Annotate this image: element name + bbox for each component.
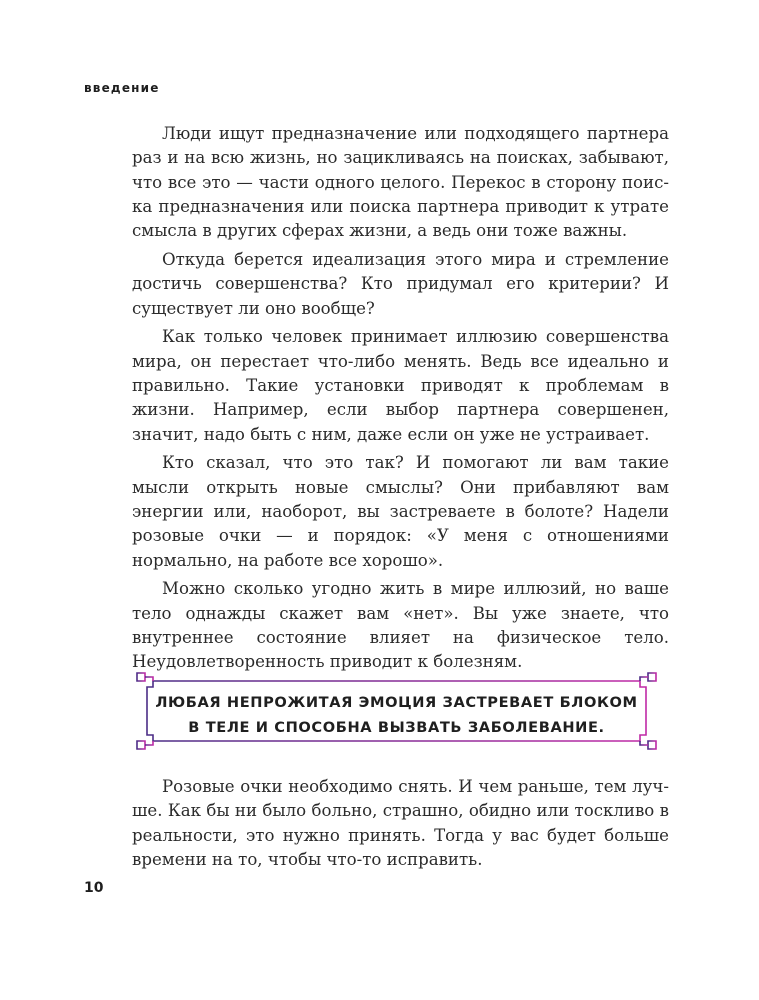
body-text-bottom [132, 775, 669, 877]
page-number: 10 [84, 880, 104, 896]
running-head: введение [84, 81, 160, 95]
body-text-top [132, 122, 669, 679]
paragraph: Откуда берется идеализация этого мира и стремление достичь совершенства? Кто придумал его критерии? И существует ли оно вообще? [132, 249, 669, 318]
paragraph: Как только человек принимает иллюзию совершенства мира, он перестает что-либо менять. Ведь все идеально и правильно. Такие установки приводят к проблемам в жизни. Например, если выбор партнера совершенен, значит, надо быть с ним, даже если он уже не устраивает. [132, 327, 669, 444]
callout-line-2: В ТЕЛЕ И СПОСОБНА ВЫЗВАТЬ ЗАБОЛЕВАНИЕ. [188, 719, 605, 736]
callout-box [145, 681, 648, 741]
callout-text [145, 690, 648, 740]
callout-line-1: ЛЮБАЯ НЕПРОЖИТАЯ ЭМОЦИЯ ЗАСТРЕВАЕТ БЛОКОМ [155, 694, 638, 711]
paragraph: Люди ищут предназначение или подходящего партнера раз и на всю жизнь, но зацикливаясь на поисках, забывают, что все это — части одного целого. Перекос в сторону поиска предназначения или поиска партнера приводит к утрате смысла в других сферах жизни, а ведь они тоже важны. [132, 124, 669, 241]
paragraph: Можно сколько угодно жить в мире иллюзий, но ваше тело однажды скажет вам «нет». Вы уже знаете, что внутреннее состояние влияет на физическое тело. Неудовлетворенность приводит к болезням. [132, 579, 669, 672]
paragraph: Розовые очки необходимо снять. И чем раньше, тем лучше. Как бы ни было больно, страшно, обидно или тоскливо в реальности, это нужно принять. Тогда у вас будет больше времени на то, чтобы что-то исправить. [132, 777, 669, 869]
paragraph: Кто сказал, что это так? И помогают ли вам такие мысли открыть новые смыслы? Они прибавляют вам энергии или, наоборот, вы застреваете в болоте? Надели розовые очки — и порядок: «У меня с отношениями нормально, на работе все хорошо». [132, 453, 669, 570]
